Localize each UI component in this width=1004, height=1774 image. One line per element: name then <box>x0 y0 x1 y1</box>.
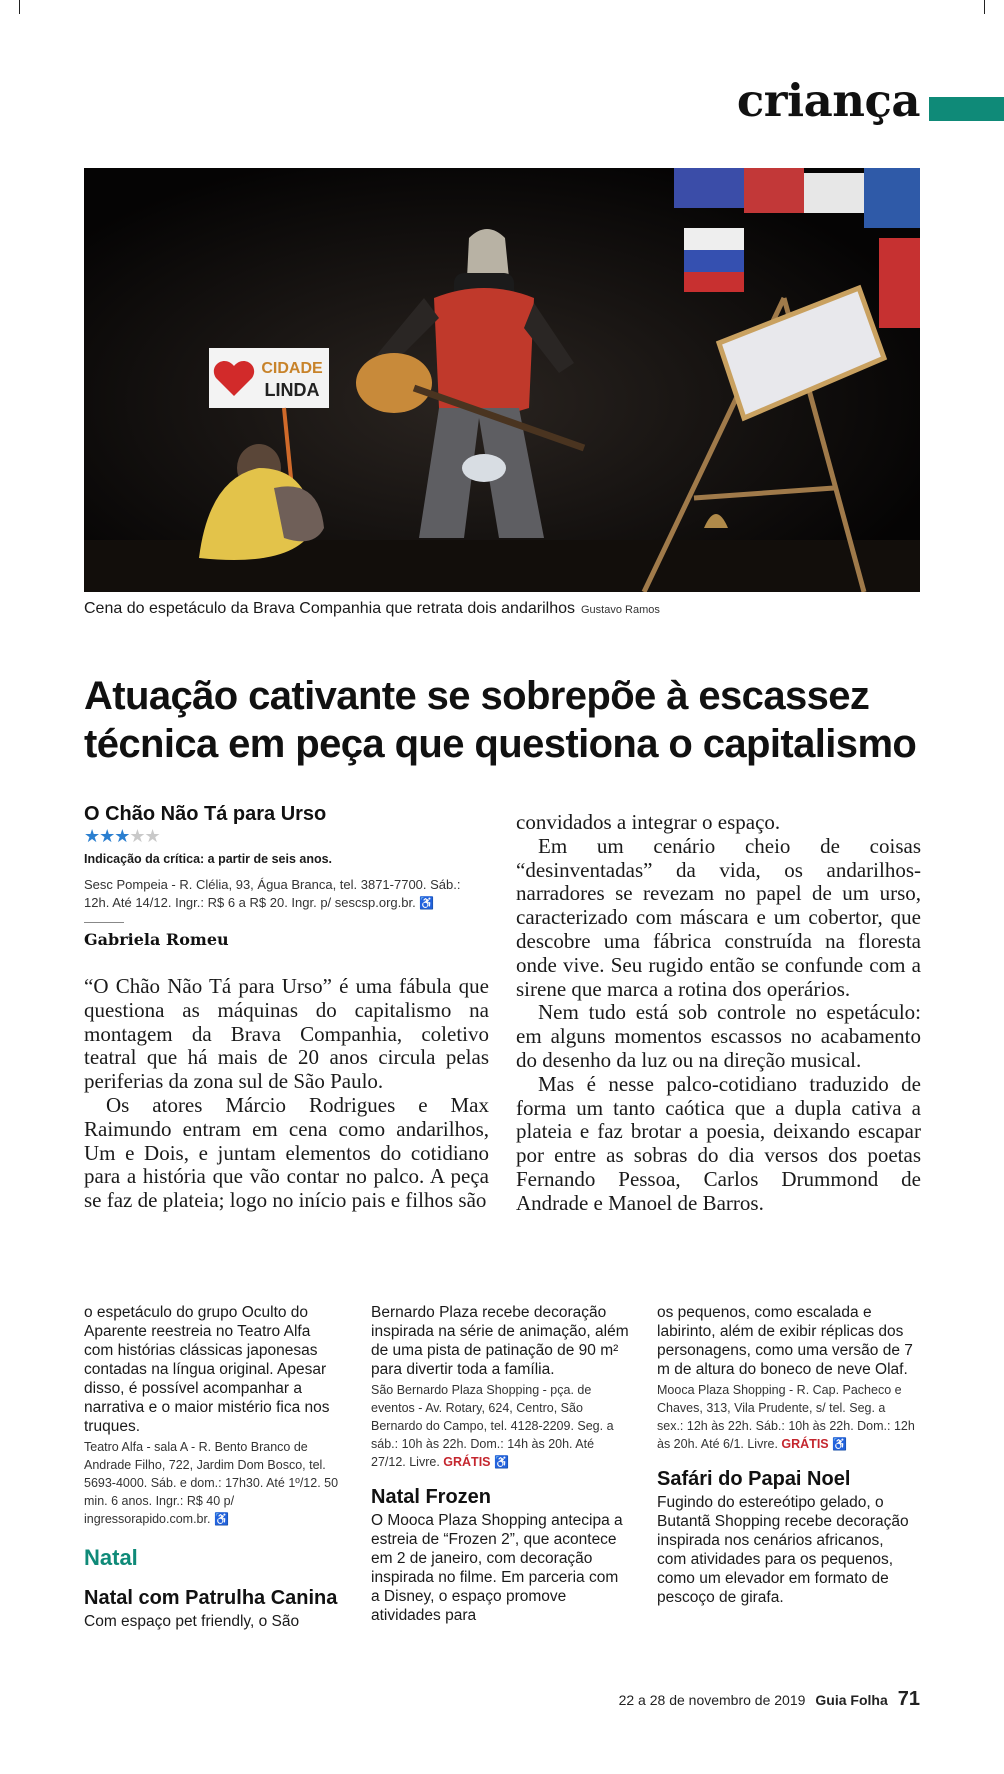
category-heading: Natal <box>84 1545 138 1570</box>
brief-text: Fugindo do estereótipo gelado, o Butantã Shopping recebe decoração inspirada nos cenários africanos, com atividades para os pequenos, como um elevador em formato de pescoço de girafa. <box>657 1494 909 1606</box>
brief-title: Safári do Papai Noel <box>657 1468 851 1490</box>
short-divider <box>84 922 124 923</box>
body-paragraph-4: Nem tudo está sob controle no espetáculo: em alguns momentos escassos no acabamento do desenho da luz ou na direção musical. <box>516 1000 921 1072</box>
brief-title: Natal Frozen <box>371 1486 492 1508</box>
accessibility-icon: ♿ <box>213 1512 229 1526</box>
author-byline: Gabriela Romeu <box>84 930 229 949</box>
svg-text:CIDADE: CIDADE <box>261 360 323 377</box>
brief-info <box>371 1381 629 1471</box>
brief-title: Natal com Patrulha Canina <box>84 1587 338 1609</box>
section-label: criança <box>736 74 920 127</box>
body-paragraph-2-continued: convidados a integrar o espaço. <box>516 810 781 834</box>
review-title: O Chão Não Tá para Urso <box>84 803 327 825</box>
critic-indication: Indicação da crítica: a partir de seis anos. <box>84 852 333 866</box>
brief-text: O Mooca Plaza Shopping antecipa a estreia de “Frozen 2”, que acontece em 2 de janeiro, com decoração inspirada no filme. Em parceria com a Disney, o espaço promove atividades para <box>371 1512 623 1624</box>
stage-scene-illustration <box>84 168 920 592</box>
star-icons-filled: ★★★ <box>84 826 130 846</box>
body-paragraph-5: Mas é nesse palco-cotidiano traduzido de forma um tanto caótica que a dupla cativa a plateia e faz brotar a poesia, deixando escapar por entre as sobras do dia versos dos poetas Fernando Pessoa, Carlos Drummond de Andrade e Manoel de Barros. <box>516 1071 921 1215</box>
caption-text: Cena do espetáculo da Brava Companhia que retrata dois andarilhos <box>84 600 575 617</box>
body-paragraph-2: Os atores Márcio Rodrigues e Max Raimundo entram em cena como andarilhos, Um e Dois, e juntam elementos do cotidiano para a história que vão contar no palco. A peça se faz de plateia; logo no início pais e filhos são <box>84 1092 489 1213</box>
brief-column-2 <box>371 1303 629 1625</box>
brief-info <box>657 1381 915 1453</box>
svg-text:LINDA: LINDA <box>264 380 320 400</box>
free-badge: GRÁTIS <box>781 1437 829 1451</box>
brief-info <box>84 1438 342 1528</box>
crop-mark-left <box>19 0 20 14</box>
brief-column-1 <box>84 1303 342 1631</box>
accessibility-icon: ♿ <box>832 1437 848 1451</box>
headline-line-1: Atuação cativante se sobrepõe à escassez <box>84 674 870 718</box>
page-number: 71 <box>897 1688 920 1710</box>
accessibility-icon: ♿ <box>494 1455 509 1469</box>
star-icons-empty: ★★ <box>129 826 160 846</box>
body-paragraph-3: Em um cenário cheio de coisas “desinventadas” da vida, os andarilhos-narradores se revezam no papel de um urso, caracterizado com máscara e um cobertor, que descobre uma fábrica construída na floresta onde vive. Seu rugido então se confunde com a sirene que marca a rotina dos operários. <box>516 833 921 1001</box>
headline-line-2: técnica em peça que questiona o capitalismo <box>84 722 917 766</box>
article-photo <box>84 168 920 592</box>
photo-caption <box>84 600 660 618</box>
brief-info-text: Teatro Alfa - sala A - R. Bento Branco de Andrade Filho, 722, Jardim Dom Bosco, tel. 5693-4000. Sáb. e dom.: 17h30. Até 1º/12. 50 min. 6 anos. Ingr.: R$ 40 p/ ingressorapido.com.br. <box>84 1440 339 1526</box>
brief-info-text: São Bernardo Plaza Shopping - pça. de eventos - Av. Rotary, 624, Centro, São Bernardo do Campo, tel. 4128-2209. Seg. a sáb.: 10h às 22h. Dom.: 14h às 20h. Até 27/12. Livre. <box>371 1383 614 1469</box>
brief-column-3 <box>657 1303 915 1607</box>
body-paragraph-1: “O Chão Não Tá para Urso” é uma fábula que questiona as máquinas do capitalismo na montagem da Brava Companhia, coletivo teatral que há mais de 20 anos circula pelas periferias da zona sul de São Paulo. <box>84 974 489 1094</box>
brief-info-text: Mooca Plaza Shopping - R. Cap. Pacheco e Chaves, 313, Vila Prudente, s/ tel. Seg. a sex.: 12h às 22h. Sáb.: 10h às 22h. Dom.: 12h às 20h. Até 6/1. Livre. <box>657 1383 915 1451</box>
publication-name: Guia Folha <box>815 1692 888 1708</box>
brief-text: os pequenos, como escalada e labirinto, além de exibir réplicas dos personagens, como uma versão de 7 m de altura do boneco de neve Olaf. <box>657 1304 913 1378</box>
star-rating <box>84 827 160 845</box>
section-accent-bar <box>929 97 1004 121</box>
venue-text: Sesc Pompeia - R. Clélia, 93, Água Branca, tel. 3871-7700. Sáb.: 12h. Até 14/12. Ingr.: R$ 6 a R$ 20. Ingr. p/ sescsp.org.br. <box>84 877 461 910</box>
page-footer <box>619 1688 920 1711</box>
issue-date: 22 a 28 de novembro de 2019 <box>618 1692 806 1708</box>
crop-mark-right <box>984 0 985 14</box>
brief-text: o espetáculo do grupo Oculto do Aparente reestreia no Teatro Alfa com histórias clássicas japonesas contadas na língua original. Apesar disso, é possível acompanhar a narrativa e o maior mistério fica nos truques. <box>84 1304 330 1435</box>
body-column-left <box>84 975 489 1213</box>
brief-text: Com espaço pet friendly, o São <box>84 1613 300 1630</box>
venue-info <box>84 876 474 912</box>
article-headline <box>84 672 934 768</box>
photo-credit: Gustavo Ramos <box>580 604 660 616</box>
accessibility-icon: ♿ <box>419 896 435 910</box>
free-badge: GRÁTIS <box>443 1455 491 1469</box>
brief-text: Bernardo Plaza recebe decoração inspirada na série de animação, além de uma pista de patinação de 90 m² para divertir toda a família. <box>371 1304 629 1378</box>
body-column-right <box>516 811 921 1216</box>
